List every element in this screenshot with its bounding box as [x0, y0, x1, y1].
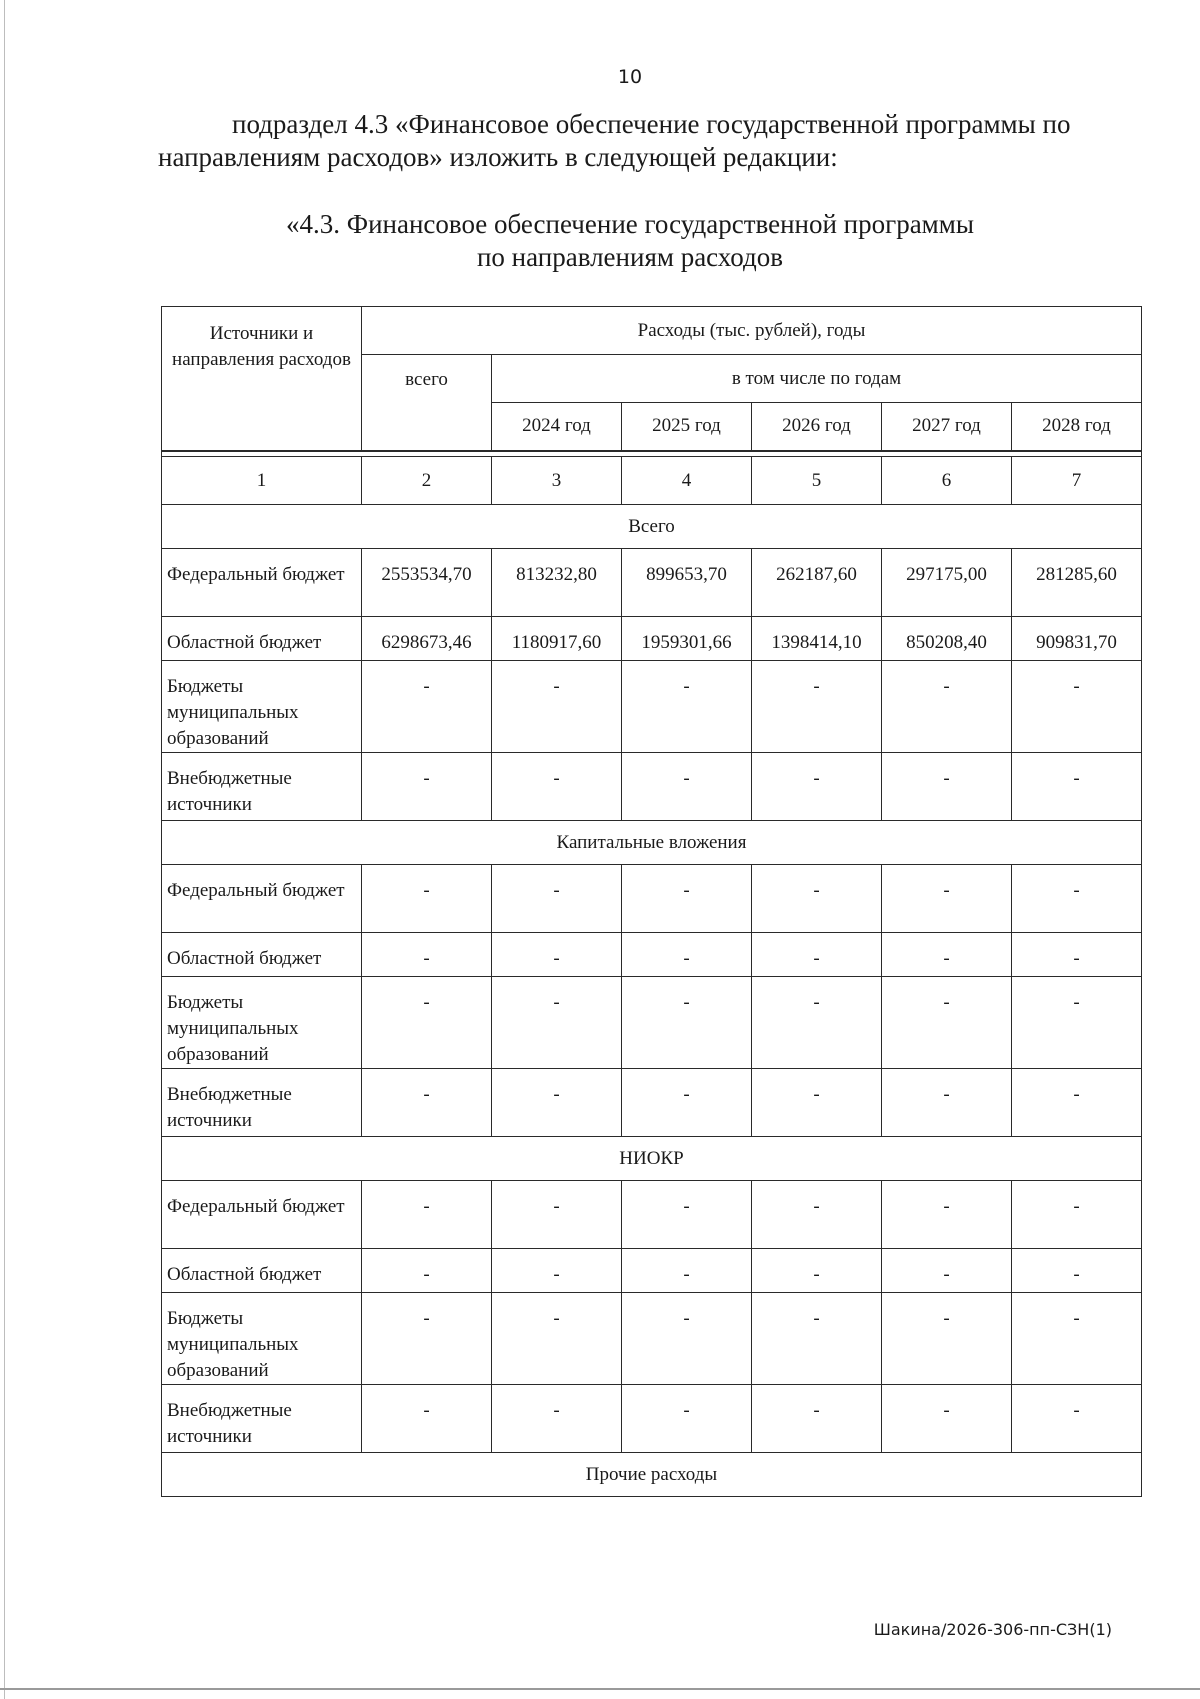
value-cell: -: [1012, 1385, 1142, 1453]
value-cell: -: [752, 1293, 882, 1385]
value-cell: 297175,00: [882, 549, 1012, 617]
section-heading-line2: по направлениям расходов: [476, 242, 783, 272]
table-row: [162, 1385, 1142, 1453]
value-cell: 899653,70: [622, 549, 752, 617]
value-cell: -: [882, 1385, 1012, 1453]
value-cell: -: [1012, 661, 1142, 753]
section-row: [162, 505, 1142, 549]
value-cell: -: [362, 865, 492, 933]
value-cell: 1959301,66: [622, 617, 752, 661]
value-cell: -: [492, 1069, 622, 1137]
value-cell: -: [752, 977, 882, 1069]
value-cell: 1398414,10: [752, 617, 882, 661]
section-row: [162, 1137, 1142, 1181]
value-cell: -: [882, 753, 1012, 821]
value-cell: -: [362, 1293, 492, 1385]
value-cell: -: [882, 1293, 1012, 1385]
value-cell: -: [1012, 753, 1142, 821]
value-cell: -: [622, 1385, 752, 1453]
value-cell: -: [752, 865, 882, 933]
value-cell: -: [752, 753, 882, 821]
value-cell: -: [1012, 977, 1142, 1069]
column-number: 1: [162, 457, 362, 505]
value-cell: -: [492, 865, 622, 933]
value-cell: -: [1012, 933, 1142, 977]
value-cell: -: [362, 933, 492, 977]
row-label: Внебюджетные источники: [162, 1069, 362, 1137]
section-heading-line1: «4.3. Финансовое обеспечение государственной программы: [286, 209, 974, 239]
value-cell: -: [1012, 865, 1142, 933]
scan-edge-bottom: [0, 1688, 1200, 1690]
value-cell: -: [492, 977, 622, 1069]
row-label: Федеральный бюджет: [162, 549, 362, 617]
table-row: [162, 661, 1142, 753]
row-label: Бюджеты муниципальных образований: [162, 1293, 362, 1385]
table-row: [162, 1293, 1142, 1385]
table-row: [162, 977, 1142, 1069]
table-row: [162, 617, 1142, 661]
value-cell: -: [1012, 1181, 1142, 1249]
column-number: 5: [752, 457, 882, 505]
column-number: 3: [492, 457, 622, 505]
value-cell: -: [362, 1069, 492, 1137]
value-cell: -: [492, 1181, 622, 1249]
value-cell: -: [362, 753, 492, 821]
section-title: Всего: [162, 505, 1142, 549]
value-cell: -: [362, 1181, 492, 1249]
value-cell: 813232,80: [492, 549, 622, 617]
table-row: [162, 549, 1142, 617]
value-cell: -: [752, 1385, 882, 1453]
value-cell: -: [622, 933, 752, 977]
table-row: [162, 1249, 1142, 1293]
row-label: Федеральный бюджет: [162, 865, 362, 933]
value-cell: -: [752, 1181, 882, 1249]
value-cell: -: [622, 753, 752, 821]
value-cell: -: [622, 977, 752, 1069]
value-cell: -: [492, 933, 622, 977]
value-cell: -: [492, 1249, 622, 1293]
value-cell: -: [882, 1249, 1012, 1293]
table-row: [162, 865, 1142, 933]
value-cell: -: [622, 1069, 752, 1137]
value-cell: 262187,60: [752, 549, 882, 617]
value-cell: -: [622, 865, 752, 933]
value-cell: 2553534,70: [362, 549, 492, 617]
table-row: [162, 1069, 1142, 1137]
value-cell: -: [882, 977, 1012, 1069]
intro-paragraph: подраздел 4.3 «Финансовое обеспечение государственной программы по направлениям расходов» изложить в следующей редакции:: [158, 109, 1071, 172]
row-label: Внебюджетные источники: [162, 753, 362, 821]
header-expenses: Расходы (тыс. рублей), годы: [362, 307, 1142, 355]
value-cell: -: [362, 977, 492, 1069]
header-year: 2027 год: [882, 403, 1012, 451]
value-cell: -: [362, 1385, 492, 1453]
page-number: 10: [617, 66, 643, 88]
header-by-years: в том числе по годам: [492, 355, 1142, 403]
value-cell: -: [362, 1249, 492, 1293]
row-label: Областной бюджет: [162, 617, 362, 661]
header-sources: Источники и направления расходов: [162, 307, 362, 451]
section-heading: [150, 208, 1110, 274]
value-cell: -: [882, 933, 1012, 977]
value-cell: -: [752, 661, 882, 753]
section-title: НИОКР: [162, 1137, 1142, 1181]
document-footer-code: Шакина/2026-306-пп-СЗН(1): [873, 1620, 1112, 1639]
column-number: 4: [622, 457, 752, 505]
header-total: всего: [362, 355, 492, 451]
value-cell: 6298673,46: [362, 617, 492, 661]
column-number: 7: [1012, 457, 1142, 505]
row-label: Областной бюджет: [162, 933, 362, 977]
value-cell: -: [492, 661, 622, 753]
value-cell: -: [882, 661, 1012, 753]
header-year: 2026 год: [752, 403, 882, 451]
scan-edge-left: [4, 0, 5, 1699]
value-cell: -: [492, 1385, 622, 1453]
financing-table: [161, 306, 1142, 1497]
value-cell: 281285,60: [1012, 549, 1142, 617]
value-cell: -: [492, 753, 622, 821]
header-year: 2024 год: [492, 403, 622, 451]
table-row: [162, 753, 1142, 821]
value-cell: -: [622, 1293, 752, 1385]
value-cell: 850208,40: [882, 617, 1012, 661]
header-year: 2028 год: [1012, 403, 1142, 451]
section-row: [162, 821, 1142, 865]
header-year: 2025 год: [622, 403, 752, 451]
value-cell: -: [622, 1181, 752, 1249]
section-title: Капитальные вложения: [162, 821, 1142, 865]
row-label: Внебюджетные источники: [162, 1385, 362, 1453]
value-cell: -: [882, 1069, 1012, 1137]
section-title: Прочие расходы: [162, 1453, 1142, 1497]
value-cell: -: [752, 933, 882, 977]
value-cell: -: [1012, 1249, 1142, 1293]
value-cell: -: [1012, 1069, 1142, 1137]
value-cell: -: [752, 1069, 882, 1137]
value-cell: -: [622, 1249, 752, 1293]
value-cell: -: [752, 1249, 882, 1293]
column-number: 2: [362, 457, 492, 505]
row-label: Бюджеты муниципальных образований: [162, 977, 362, 1069]
value-cell: -: [492, 1293, 622, 1385]
value-cell: -: [882, 865, 1012, 933]
value-cell: -: [882, 1181, 1012, 1249]
value-cell: -: [622, 661, 752, 753]
row-label: Федеральный бюджет: [162, 1181, 362, 1249]
table-row: [162, 933, 1142, 977]
column-number: 6: [882, 457, 1012, 505]
column-number-row: [162, 457, 1142, 505]
row-label: Бюджеты муниципальных образований: [162, 661, 362, 753]
table-row: [162, 1181, 1142, 1249]
row-label: Областной бюджет: [162, 1249, 362, 1293]
value-cell: 909831,70: [1012, 617, 1142, 661]
value-cell: 1180917,60: [492, 617, 622, 661]
section-row: [162, 1453, 1142, 1497]
value-cell: -: [362, 661, 492, 753]
value-cell: -: [1012, 1293, 1142, 1385]
